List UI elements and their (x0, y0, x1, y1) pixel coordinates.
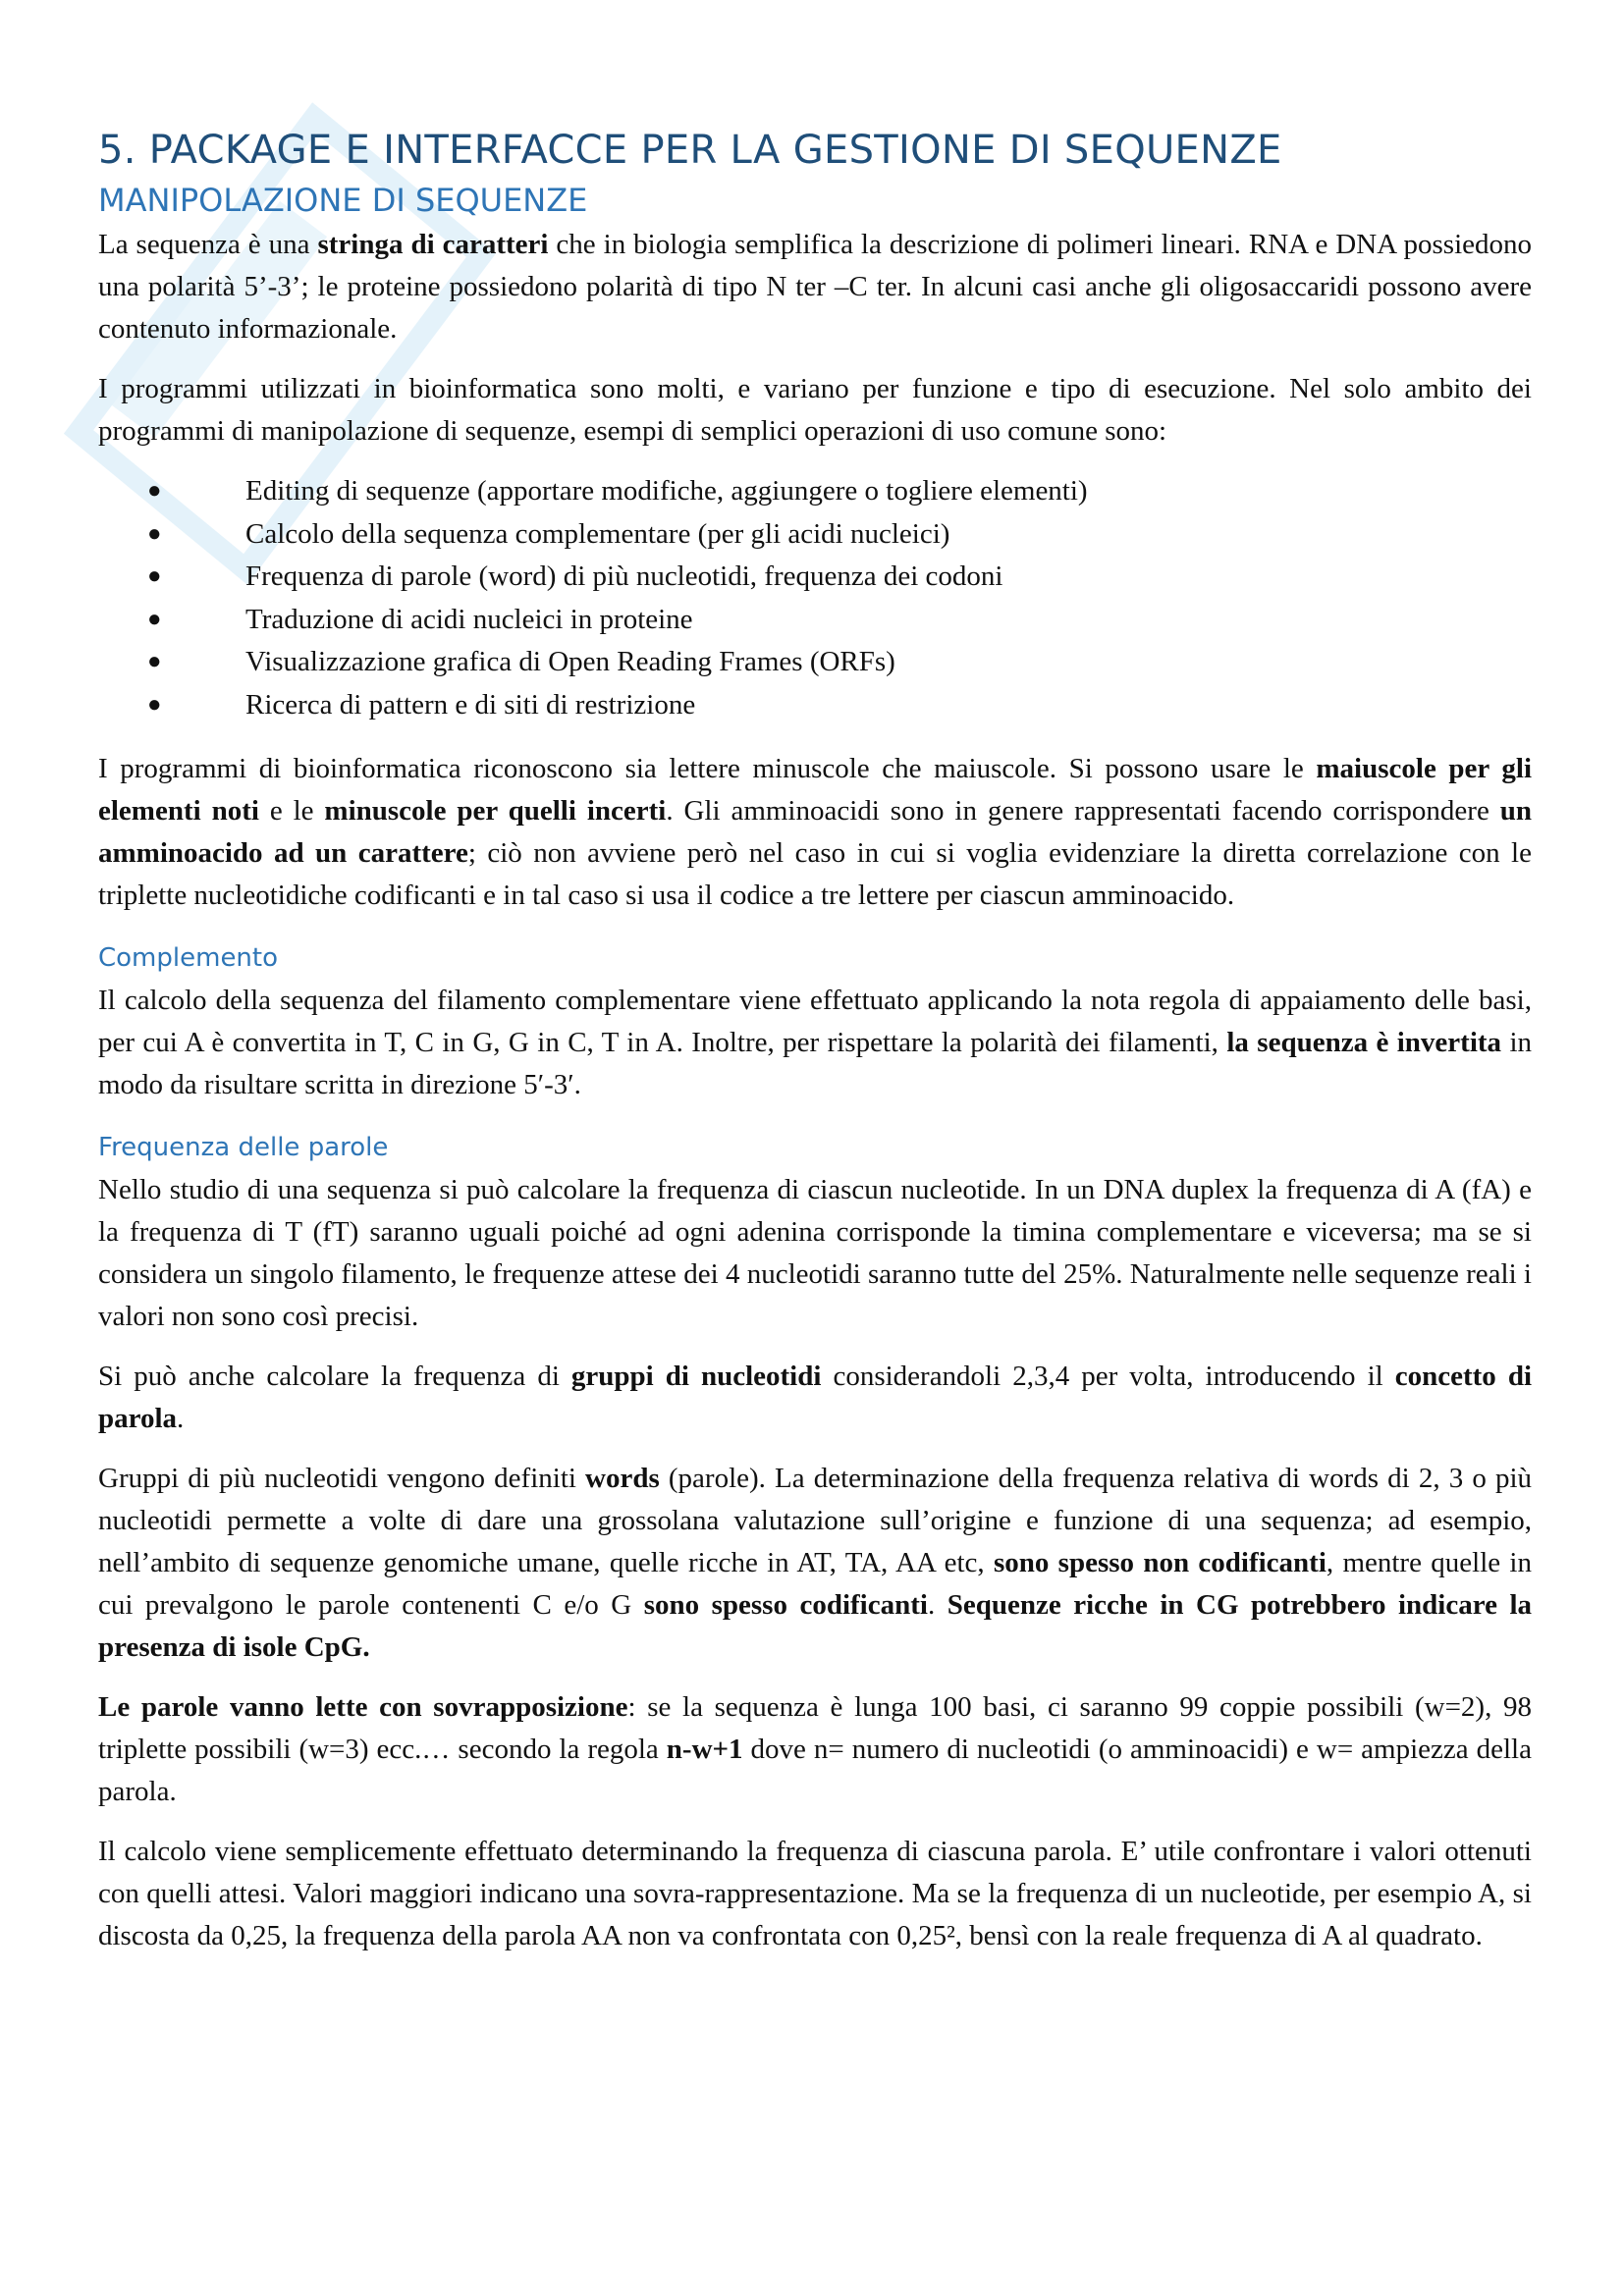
frequenza-paragraph-5: Il calcolo viene semplicemente effettuato determinando la frequenza di ciascuna parola. E’ utile confrontare i valori ottenuti con quelli attesi. Valori maggiori indicano una sovra-rappresentazione. Ma se la frequenza di un nucleotide, per esempio A, si discosta da 0,25, la frequenza della parola AA non va confrontata con 0,25², bensì con la reale frequenza di A al quadrato. (98, 1835, 1532, 1951)
programs-paragraph: I programmi utilizzati in bioinformatica sono molti, e variano per funzione e tipo di esecuzione. Nel solo ambito dei programmi di manipolazione di sequenze, esempi di semplici operazioni di uso comune sono: (98, 373, 1532, 447)
list-item: ● Editing di sequenze (apportare modifiche, aggiungere o togliere elementi) (98, 470, 1532, 513)
operations-list (98, 470, 1532, 726)
document-page (98, 126, 1532, 1975)
frequenza-paragraph-3: Gruppi di più nucleotidi vengono definiti words (parole). La determinazione della frequenza relativa di words di 2, 3 o più nucleotidi permette a volte di dare una grossolana valutazione sull’origine e funzione di una sequenza; ad esempio, nell’ambito di sequenze genomiche umane, quelle ricche in AT, TA, AA etc, sono spesso non codificanti, mentre quelle in cui prevalgono le parole contenenti C e/o G sono spesso codificanti. Sequenze ricche in CG potrebbero indicare la presenza di isole CpG. (98, 1462, 1533, 1663)
bullet-icon: ● (147, 691, 162, 718)
frequenza-paragraph-1: Nello studio di una sequenza si può calcolare la frequenza di ciascun nucleotide. In un DNA duplex la frequenza di A (fA) e la frequenza di T (fT) saranno uguali poiché ad ogni adenina corrisponde la timina complementare e viceversa; ma se si considera un singolo filamento, le frequenze attese dei 4 nucleotidi saranno tutte del 25%. Naturalmente nelle sequenze reali i valori non sono così precisi. (98, 1173, 1532, 1332)
bullet-icon: ● (147, 606, 162, 632)
bullet-icon: ● (147, 563, 162, 589)
intro-paragraph: La sequenza è una stringa di caratteri che in biologia semplifica la descrizione di polimeri lineari. RNA e DNA possiedono una polarità 5’-3’; le proteine possiedono polarità di tipo N ter –C ter. In alcuni casi anche gli oligosaccaridi possono avere contenuto informazionale. (98, 229, 1533, 345)
bullet-icon: ● (147, 478, 162, 504)
list-item: ● Ricerca di pattern e di siti di restrizione (98, 684, 1532, 727)
complemento-heading: Complemento (98, 943, 279, 973)
case-paragraph: I programmi di bioinformatica riconoscono sia lettere minuscole che maiuscole. Si possono usare le maiuscole per gli elementi noti e le minuscole per quelli incerti. Gli amminoacidi sono in genere rappresentati facendo corrispondere un amminoacido ad un carattere; ciò non avviene però nel caso in cui si voglia evidenziare la diretta correlazione con le triplette nucleotidiche codificanti e in tal caso si usa il codice a tre lettere per ciascun amminoacido. (98, 753, 1533, 911)
frequenza-paragraph-2: Si può anche calcolare la frequenza di gruppi di nucleotidi considerandoli 2,3,4 per volta, introducendo il concetto di parola. (98, 1360, 1533, 1434)
list-item: ● Calcolo della sequenza complementare (per gli acidi nucleici) (98, 513, 1532, 557)
bullet-icon: ● (147, 520, 162, 547)
bullet-icon: ● (147, 649, 162, 674)
section-heading: MANIPOLAZIONE DI SEQUENZE (98, 182, 588, 219)
frequenza-heading: Frequenza delle parole (98, 1132, 389, 1162)
frequenza-paragraph-4: Le parole vanno lette con sovrapposizione: se la sequenza è lunga 100 basi, ci saranno 99 coppie possibili (w=2), 98 triplette possibili (w=3) ecc.… secondo la regola n-w+1 dove n= numero di nucleotidi (o amminoacidi) e w= ampiezza della parola. (98, 1690, 1532, 1807)
page-title: 5. PACKAGE E INTERFACCE PER LA GESTIONE DI SEQUENZE (98, 128, 1282, 173)
complemento-paragraph: Il calcolo della sequenza del filamento complementare viene effettuato applicando la nota regola di appaiamento delle basi, per cui A è convertita in T, C in G, G in C, T in A. Inoltre, per rispettare la polarità dei filamenti, la sequenza è invertita in modo da risultare scritta in direzione 5′-3′. (98, 984, 1533, 1100)
list-item: ● Visualizzazione grafica di Open Reading Frames (ORFs) (98, 641, 1532, 684)
list-item: ● Traduzione di acidi nucleici in proteine (98, 599, 1532, 642)
list-item: ● Frequenza di parole (word) di più nucleotidi, frequenza dei codoni (98, 556, 1532, 599)
